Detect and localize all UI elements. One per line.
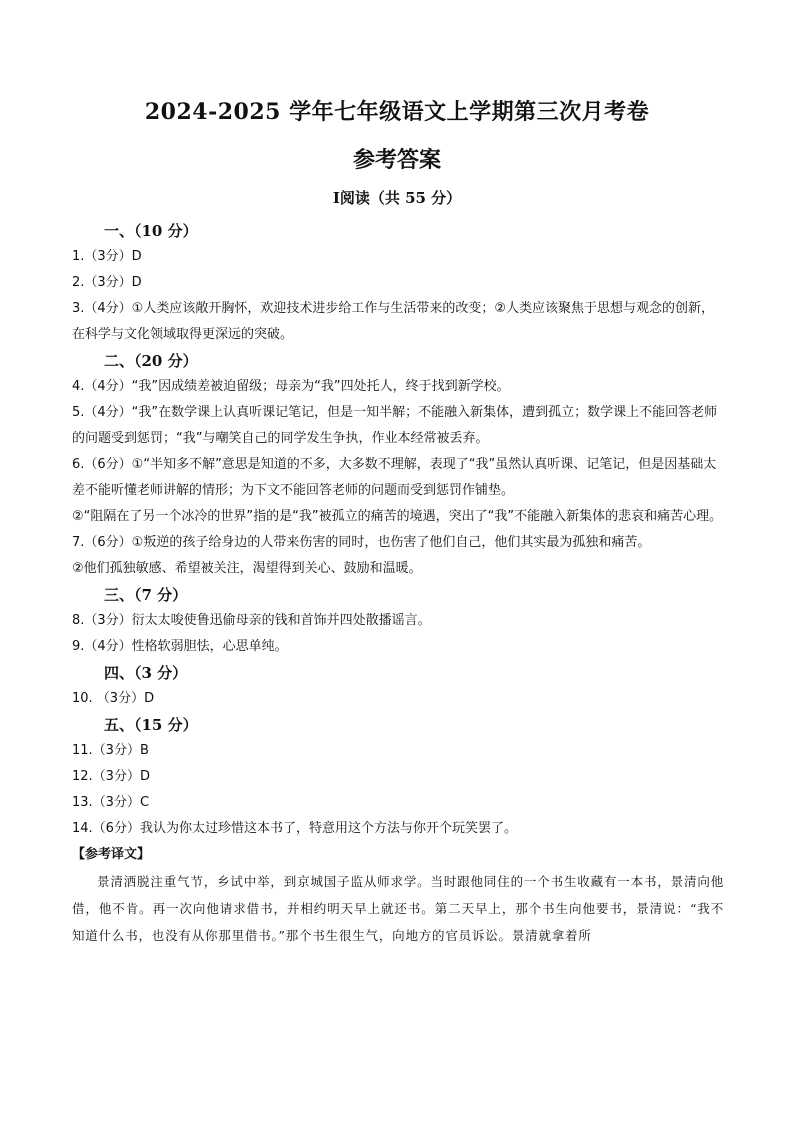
answer-item: 8.（3分）衍太太唆使鲁迅偷母亲的钱和首饰并四处散播谣言。 <box>72 613 431 628</box>
section-heading: 二、（20 分） <box>104 352 198 370</box>
answer-item: 12.（3分）D <box>72 769 150 784</box>
part-heading: Ⅰ阅读（共 55 分） <box>332 189 462 207</box>
answer-item: 3.（4分）①人类应该敞开胸怀，欢迎技术进步给工作与生活带来的改变；②人类应该聚焦于思想与观念的创新，在科学与文化领域取得更深远的突破。 <box>72 301 714 342</box>
answer-item: 6.（6分）①“半知多不解”意思是知道的不多，大多数不理解，表现了“我”虽然认真听课、记笔记，但是因基础太差不能听懂老师讲解的情形；为下文不能回答老师的问题而受到惩罚作铺垫。 <box>72 457 717 498</box>
reference-label: 【参考译文】 <box>72 847 151 862</box>
section-heading: 三、（7 分） <box>104 586 188 604</box>
answer-content <box>72 218 724 949</box>
reference-translation: 景清洒脱注重气节，乡试中举，到京城国子监从师求学。当时跟他同住的一个书生收藏有一本书，景清向他借，他不肯。再一次向他请求借书，并相约明天早上就还书。第二天早上，那个书生向他要书，景清说：“我不知道什么书，也没有从你那里借书。”那个书生很生气，向地方的官员诉讼。景清就拿着所 <box>72 874 724 943</box>
answer-item: 13.（3分）C <box>72 795 150 810</box>
answer-item: 14.（6分）我认为你太过珍惜这本书了，特意用这个方法与你开个玩笑罢了。 <box>72 821 517 836</box>
section-heading: 四、（3 分） <box>104 664 188 682</box>
answer-item: 11.（3分）B <box>72 743 149 758</box>
answer-item: 5.（4分）“我”在数学课上认真听课记笔记，但是一知半解；不能融入新集体，遭到孤立；数学课上不能回答老师的问题受到惩罚；“我”与嘲笑自己的同学发生争执，作业本经常被丢弃。 <box>72 405 718 446</box>
section-heading: 五、（15 分） <box>104 716 198 734</box>
answer-item: 7.（6分）①叛逆的孩子给身边的人带来伤害的同时，也伤害了他们自己，他们其实最为孤独和痛苦。 <box>72 535 651 550</box>
answer-item: 9.（4分）性格软弱胆怯，心思单纯。 <box>72 639 288 654</box>
answer-item: ②他们孤独敏感、希望被关注，渴望得到关心、鼓励和温暖。 <box>72 561 422 576</box>
page-title: 2024-2025 学年七年级语文上学期第三次月考卷 <box>144 99 650 125</box>
answer-item: 4.（4分）“我”因成绩差被迫留级；母亲为“我”四处托人，终于找到新学校。 <box>72 379 510 394</box>
section-heading: 一、（10 分） <box>104 222 198 240</box>
answer-item: 10. （3分）D <box>72 691 155 706</box>
answer-item: 2.（3分）D <box>72 275 142 290</box>
page-subtitle: 参考答案 <box>352 147 441 173</box>
answer-item: 1.（3分）D <box>72 249 142 264</box>
answer-item: ②“阻隔在了另一个冰冷的世界”指的是“我”被孤立的痛苦的境遇，突出了“我”不能融入新集体的悲哀和痛苦心理。 <box>72 509 723 524</box>
